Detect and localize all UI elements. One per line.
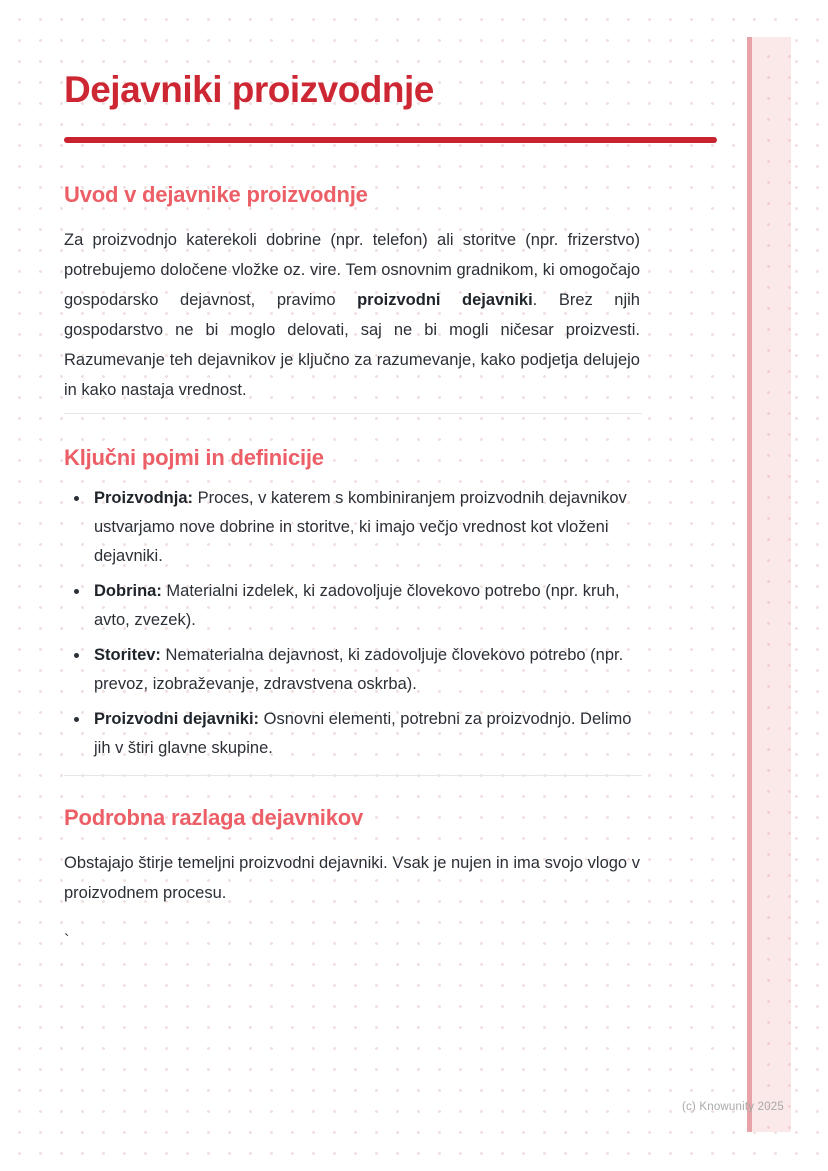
term-label: Storitev: [94, 646, 161, 664]
term-description: Materialni izdelek, ki zadovoljuje človekovo potrebo (npr. kruh, avto, zvezek). [94, 582, 620, 629]
term-label: Proizvodni dejavniki: [94, 710, 260, 728]
notebook-margin-strip [747, 37, 791, 1132]
list-item-storitev [90, 641, 640, 699]
page-title: Dejavniki proizvodnje [64, 69, 434, 110]
term-description: Proces, v katerem s kombiniranjem proizvodnih dejavnikov ustvarjamo nove dobrine in storitve, ki imajo večjo vrednost kot vloženi dejavniki. [94, 489, 627, 565]
intro-text-after: . Brez njih gospodarstvo ne bi moglo delovati, saj ne bi mogli ničesar proizvesti. Razumevanje teh dejavnikov je ključno za razumevanje, kako podjetja delujejo in kako nastaja vrednost. [64, 291, 640, 399]
section-divider-1 [64, 413, 642, 414]
term-description: Nematerialna dejavnost, ki zadovoljuje človekovo potrebo (npr. prevoz, izobraževanje, zdravstvena oskrba). [94, 646, 624, 693]
section-heading-intro: Uvod v dejavnike proizvodnje [64, 182, 368, 207]
stray-backtick-character: ` [64, 932, 70, 950]
section-divider-2 [64, 775, 642, 776]
detail-paragraph: Obstajajo štirje temeljni proizvodni dejavniki. Vsak je nujen in ima svojo vlogo v proizvodnem procesu. [64, 854, 640, 902]
term-label: Dobrina: [94, 582, 162, 600]
section-heading-detail: Podrobna razlaga dejavnikov [64, 805, 364, 830]
term-description: Osnovni elementi, potrebni za proizvodnjo. Delimo jih v štiri glavne skupine. [94, 710, 632, 757]
section-detail [64, 804, 717, 956]
title-underline-rule [64, 137, 717, 143]
section-key-terms [64, 444, 717, 763]
copyright-footer: (c) Knowunity 2025 [681, 1101, 784, 1113]
document-content [64, 0, 717, 956]
section-intro [64, 181, 717, 405]
list-item-dobrina [90, 577, 640, 635]
intro-paragraph [64, 225, 640, 405]
key-terms-list [64, 484, 640, 763]
section-heading-key-terms: Ključni pojmi in definicije [64, 445, 324, 470]
intro-text-before: Za proizvodnjo katerekoli dobrine (npr. telefon) ali storitve (npr. frizerstvo) potrebujemo določene vložke oz. vire. Tem osnovnim gradnikom, ki omogočajo gospodarsko dejavnost, pravimo [64, 231, 640, 309]
intro-bold-term: proizvodni dejavniki [357, 291, 533, 309]
list-item-proizvodnja [90, 484, 640, 571]
term-label: Proizvodnja: [94, 489, 194, 507]
list-item-proizvodni-dejavniki [90, 705, 640, 763]
